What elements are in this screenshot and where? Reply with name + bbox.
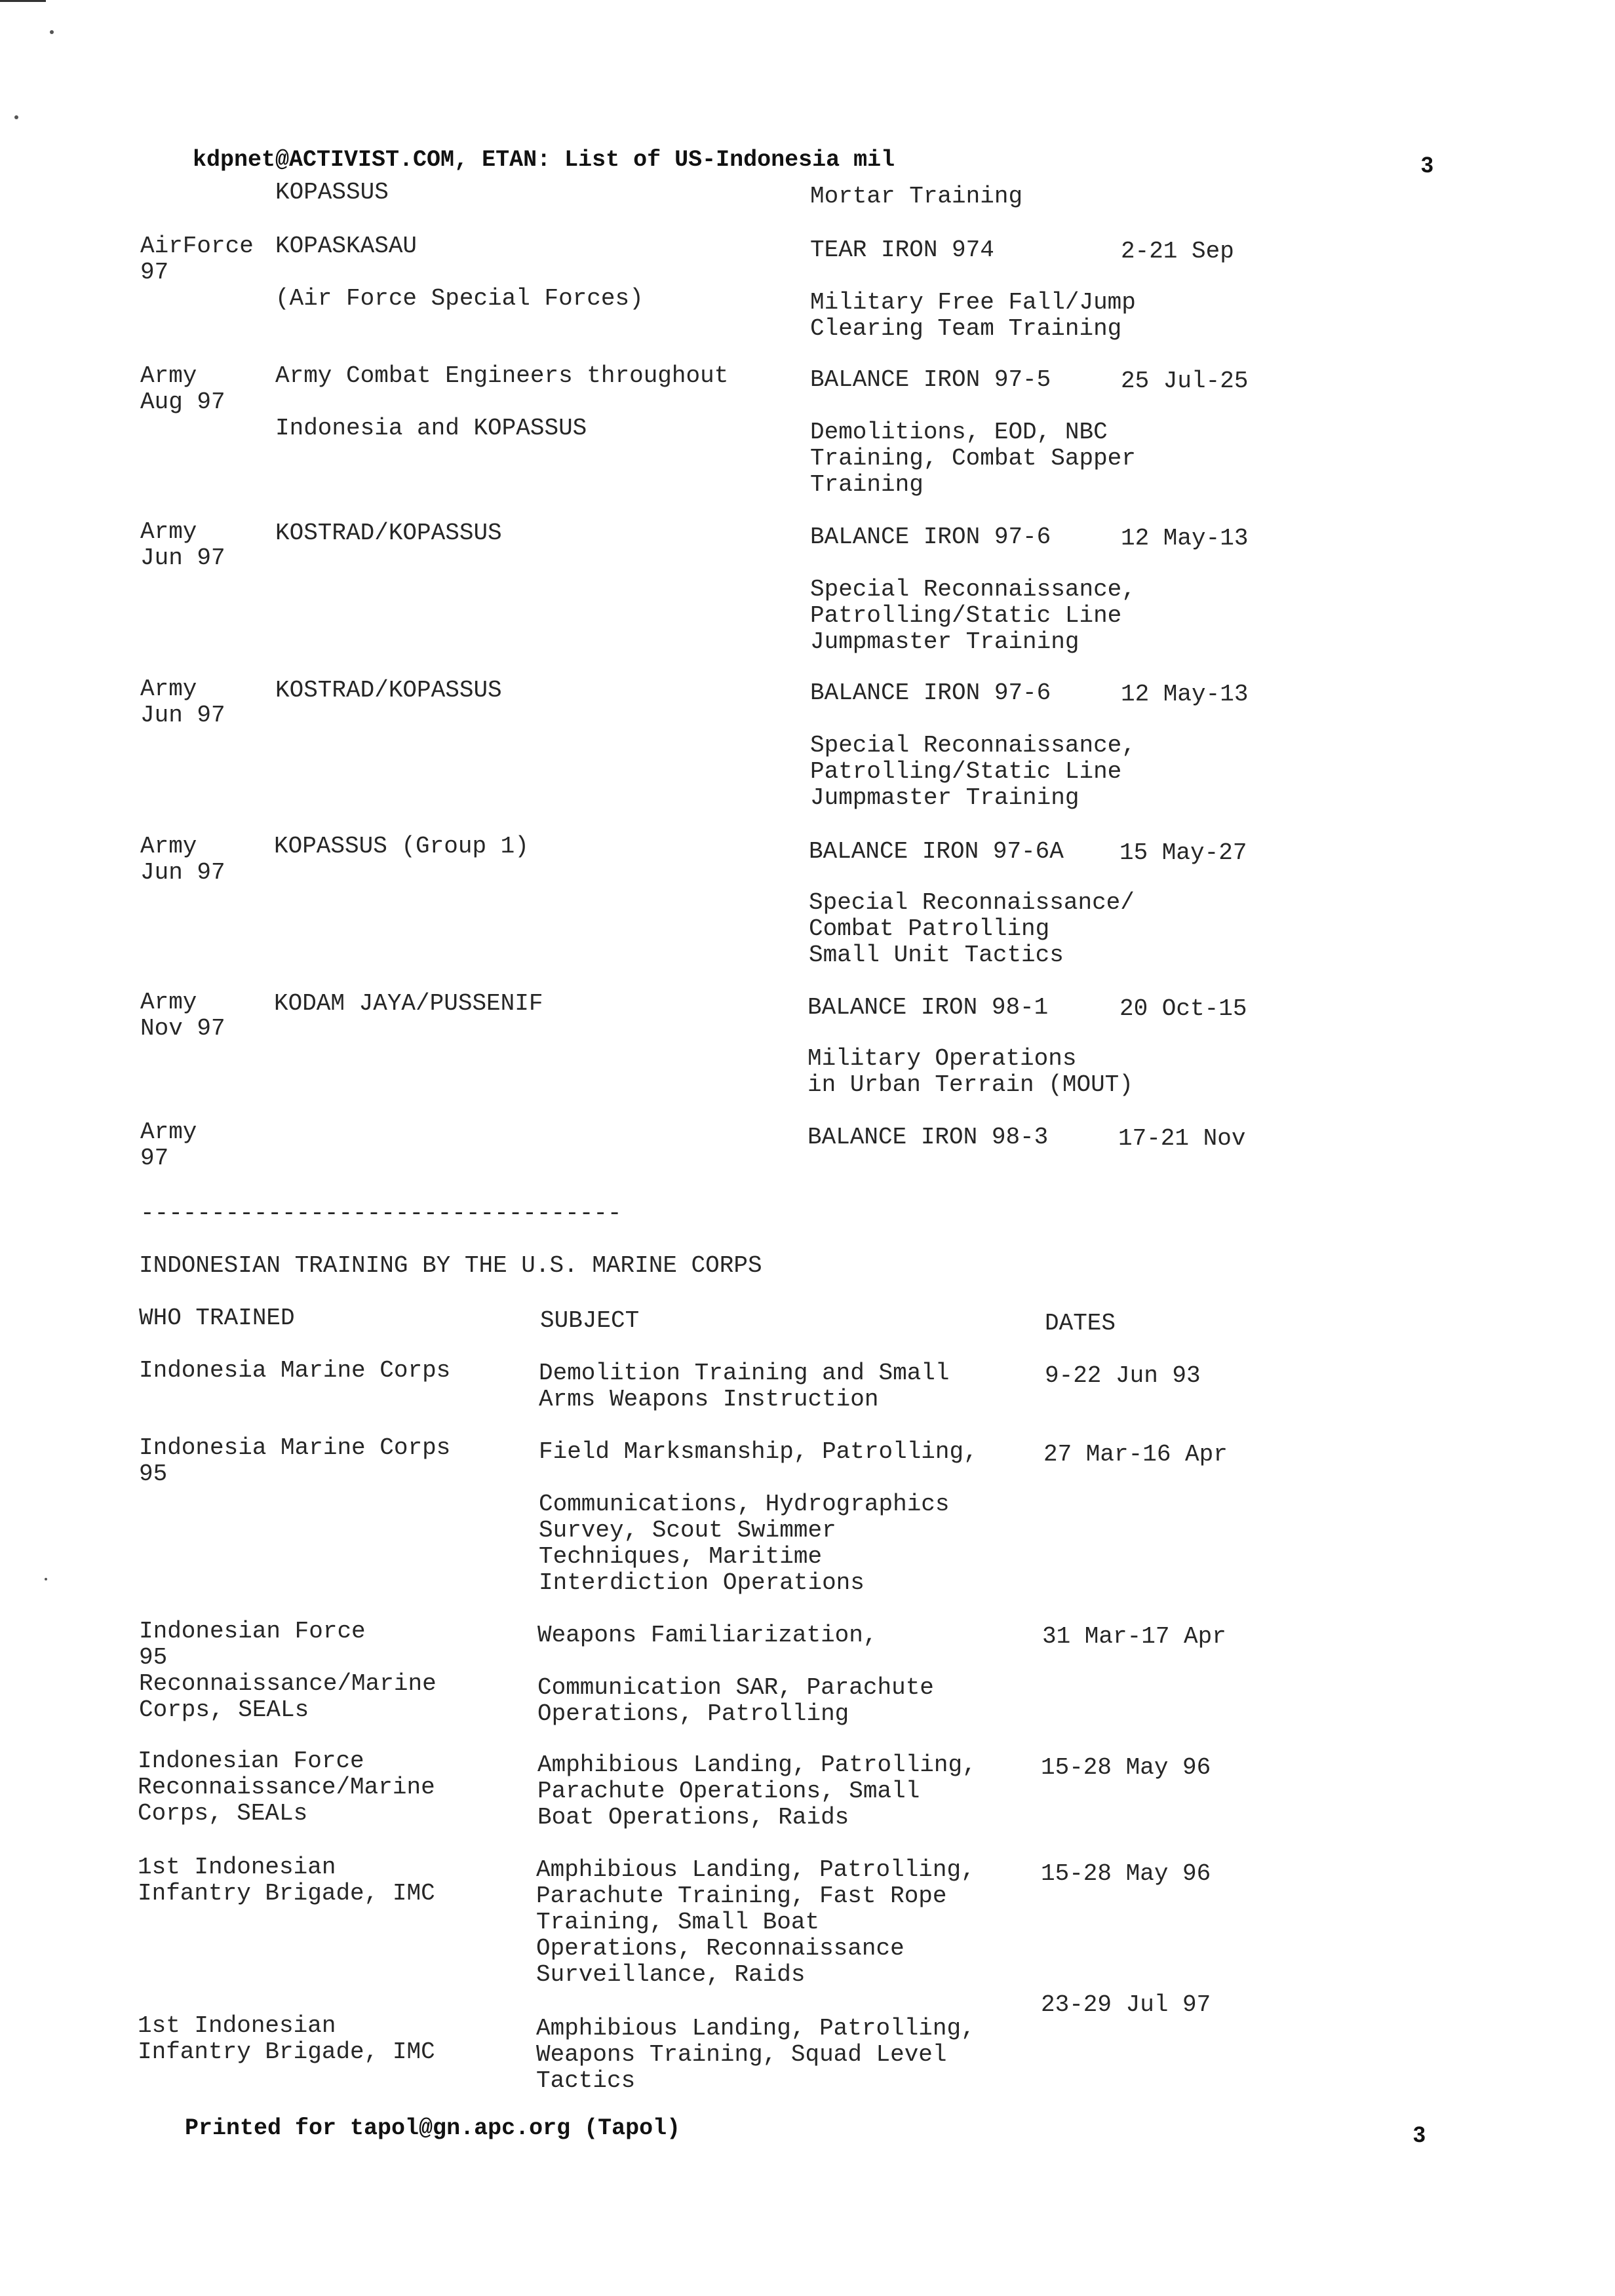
subject-cell: Field Marksmanship, Patrolling, <box>539 1438 978 1465</box>
description-cell: Military Free Fall/Jump Clearing Team Training <box>810 289 1136 342</box>
who-cell: 1st Indonesian Infantry Brigade, IMC <box>138 2012 435 2065</box>
who-cell: Indonesia Marine Corps 95 <box>139 1434 451 1487</box>
unit-cell: KOPASSUS (Group 1) <box>274 833 529 860</box>
column-header-who: WHO TRAINED <box>139 1305 295 1331</box>
page-number-bottom: 3 <box>1413 2122 1426 2147</box>
column-header-subject: SUBJECT <box>540 1307 640 1334</box>
unit-cell: Army Combat Engineers throughout <box>275 362 729 389</box>
dates-cell: 15-28 May 96 <box>1041 1754 1211 1781</box>
dates-cell: 9-22 Jun 93 <box>1045 1362 1201 1389</box>
unit-cell: (Air Force Special Forces) <box>275 285 644 312</box>
description-cell: Special Reconnaissance, Patrolling/Static Line Jumpmaster Training <box>810 732 1136 811</box>
page-number-top: 3 <box>1421 153 1433 178</box>
subject-cell: Communication SAR, Parachute Operations, Patrolling <box>537 1674 934 1727</box>
section-title: INDONESIAN TRAINING BY THE U.S. MARINE CORPS <box>139 1252 762 1279</box>
branch-cell: Army Aug 97 <box>140 362 225 415</box>
who-cell: 1st Indonesian Infantry Brigade, IMC <box>138 1854 435 1907</box>
description-cell: Special Reconnaissance, Patrolling/Static Line Jumpmaster Training <box>810 576 1136 655</box>
dates-cell: 23-29 Jul 97 <box>1041 1991 1211 2018</box>
dates-cell: 2-21 Sep <box>1121 238 1234 265</box>
branch-cell: Army Jun 97 <box>140 833 225 886</box>
subject-cell: Amphibious Landing, Patrolling, Weapons Training, Squad Level Tactics <box>536 2015 975 2094</box>
exercise-cell: BALANCE IRON 97-6A <box>809 838 1064 865</box>
scan-speck <box>14 115 18 119</box>
branch-cell: Army Jun 97 <box>140 518 225 571</box>
dates-cell: 17-21 Nov <box>1118 1125 1246 1152</box>
dates-cell: 15 May-27 <box>1119 839 1247 866</box>
exercise-cell: BALANCE IRON 97-6 <box>810 679 1051 706</box>
who-cell: Indonesian Force 95 Reconnaissance/Marine Corps, SEALs <box>139 1618 437 1723</box>
dates-cell: 12 May-13 <box>1121 525 1249 552</box>
unit-cell: KOSTRAD/KOPASSUS <box>275 677 502 704</box>
branch-cell: Army 97 <box>140 1119 197 1172</box>
dates-cell: 25 Jul-25 <box>1121 368 1249 394</box>
exercise-cell: BALANCE IRON 98-1 <box>808 994 1049 1021</box>
subject-cell: Amphibious Landing, Patrolling, Parachute Training, Fast Rope Training, Small Boat Operations, Reconnaissance Surveillance, Raids <box>536 1856 975 1988</box>
branch-cell: Army Nov 97 <box>140 989 225 1042</box>
page-header: kdpnet@ACTIVIST.COM, ETAN: List of US-Indonesia mil <box>193 147 895 173</box>
dates-cell: 12 May-13 <box>1121 681 1249 708</box>
unit-cell: KODAM JAYA/PUSSENIF <box>274 990 543 1017</box>
who-cell: Indonesia Marine Corps <box>139 1357 451 1384</box>
unit-cell: KOPASSUS <box>275 179 389 206</box>
dates-cell: 20 Oct-15 <box>1119 995 1247 1022</box>
unit-cell: KOPASKASAU <box>275 233 418 259</box>
subject-cell: Weapons Familiarization, <box>537 1622 878 1649</box>
exercise-cell: BALANCE IRON 97-6 <box>810 524 1051 550</box>
branch-cell: Army Jun 97 <box>140 676 225 729</box>
description-cell: Mortar Training <box>810 183 1023 210</box>
exercise-cell: BALANCE IRON 97-5 <box>810 366 1051 393</box>
dates-cell: 27 Mar-16 Apr <box>1043 1441 1228 1468</box>
subject-cell: Amphibious Landing, Patrolling, Parachute Operations, Small Boat Operations, Raids <box>537 1751 977 1831</box>
dates-cell: 31 Mar-17 Apr <box>1042 1623 1226 1650</box>
scan-speck <box>45 1578 47 1580</box>
subject-cell: Demolition Training and Small Arms Weapons Instruction <box>539 1360 950 1413</box>
unit-cell: Indonesia and KOPASSUS <box>275 415 587 442</box>
branch-cell: AirForce 97 <box>140 233 254 286</box>
description-cell: Military Operations in Urban Terrain (MOUT) <box>808 1045 1133 1098</box>
description-cell: Special Reconnaissance/ Combat Patrolling Small Unit Tactics <box>809 889 1135 968</box>
scan-mark <box>0 0 46 2</box>
subject-cell: Communications, Hydrographics Survey, Scout Swimmer Techniques, Maritime Interdiction Operations <box>539 1491 950 1596</box>
who-cell: Indonesian Force Reconnaissance/Marine Corps, SEALs <box>138 1748 435 1827</box>
unit-cell: KOSTRAD/KOPASSUS <box>275 520 502 546</box>
exercise-cell: BALANCE IRON 98-3 <box>808 1124 1049 1151</box>
description-cell: Demolitions, EOD, NBC Training, Combat Sapper Training <box>810 419 1136 498</box>
section-divider: ---------------------------------- <box>140 1200 622 1227</box>
page-footer: Printed for tapol@gn.apc.org (Tapol) <box>185 2115 681 2141</box>
dates-cell: 15-28 May 96 <box>1041 1860 1211 1887</box>
scan-speck <box>50 30 54 34</box>
column-header-dates: DATES <box>1045 1310 1116 1337</box>
exercise-cell: TEAR IRON 974 <box>810 237 994 263</box>
